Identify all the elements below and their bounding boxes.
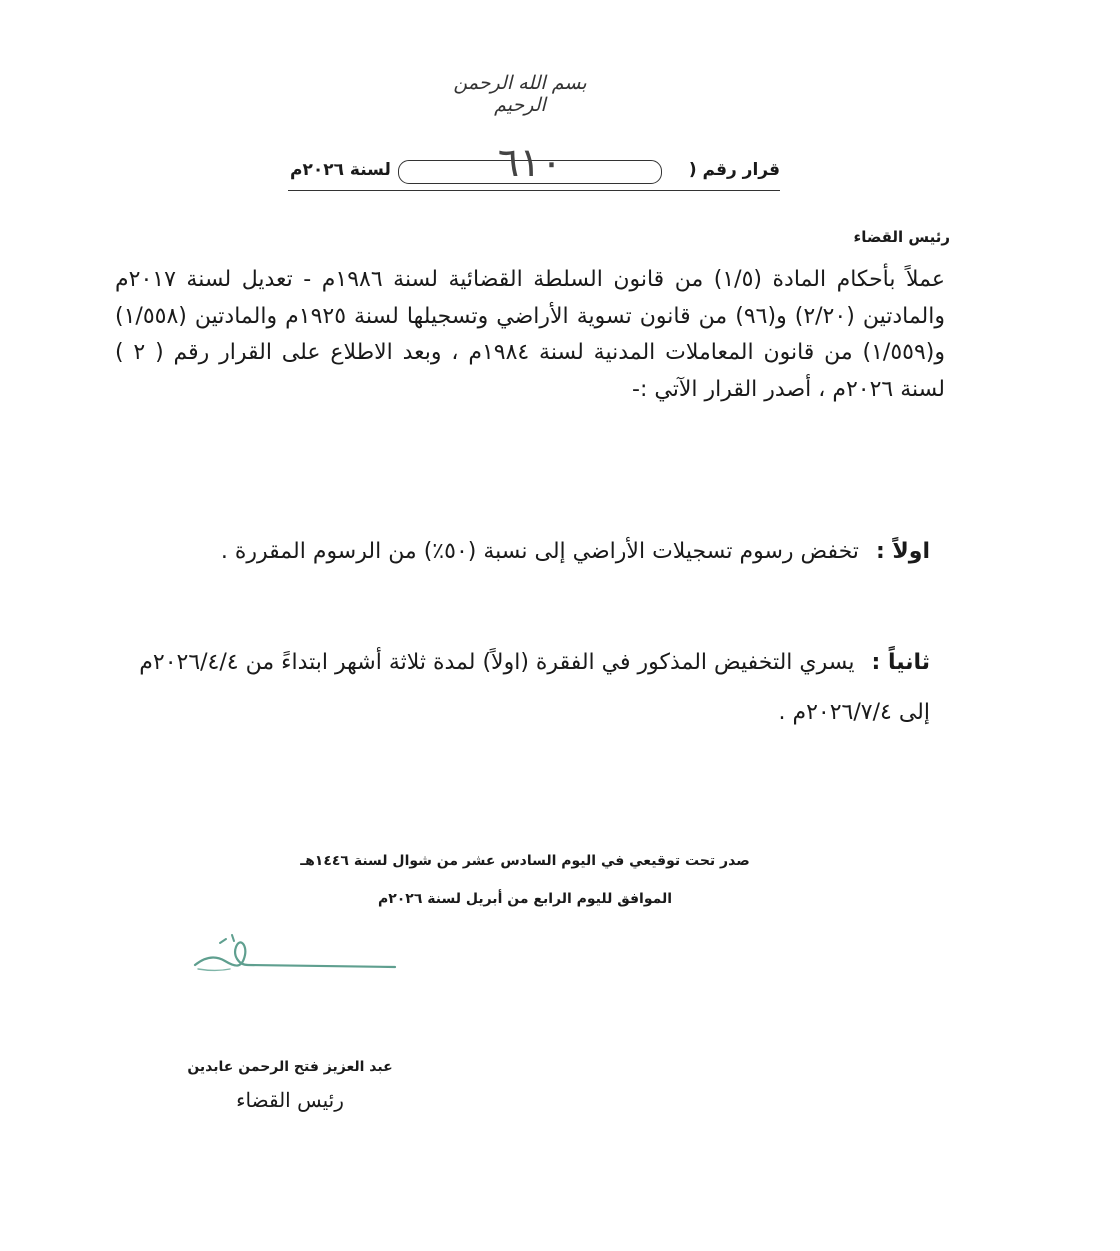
clause-second-head: ثانياً : (871, 650, 930, 675)
heading-underline (288, 190, 780, 191)
signer-title: رئيس القضاء (236, 1088, 344, 1112)
clause-second-text: يسري التخفيض المذكور في الفقرة (اولاً) لمدة ثلاثة أشهر ابتداءً من ٢٠٢٦/٤/٤م إلى ٢٠٢٦/٧/٤م . (139, 650, 930, 725)
issuance-date-hijri: صدر تحت توقيعي في اليوم السادس عشر من شوال لسنة ١٤٤٦هـ (300, 853, 750, 869)
preamble-paragraph: عملاً بأحكام المادة (١/٥) من قانون السلطة القضائية لسنة ١٩٨٦م - تعديل لسنة ٢٠١٧م والمادتين (٢/٢٠) و(٩٦) من قانون تسوية الأراضي وتسجيلها لسنة ١٩٢٥م والمادتين (١/٥٥٨) و(١/٥٥٩) من قانون المعاملات المدنية لسنة ١٩٨٤م ، وبعد الاطلاع على القرار رقم ( ٢ ) لسنة ٢٠٢٦م ، أصدر القرار الآتي :- (115, 267, 946, 402)
signer-block (170, 1052, 410, 1118)
handwritten-signature (190, 925, 400, 985)
clause-first-head: اولاً : (875, 539, 930, 564)
signer-name: عبد العزيز فتح الرحمن عابدين (187, 1059, 393, 1075)
issuance-footer (280, 842, 770, 918)
issuance-date-gregorian: الموافق لليوم الرابع من أبريل لسنة ٢٠٢٦م (377, 891, 673, 907)
basmala: بسم الله الرحمن الرحيم (453, 72, 587, 116)
decision-heading (280, 140, 780, 196)
clause-first-text: تخفض رسوم تسجيلات الأراضي إلى نسبة (٥٠٪) من الرسوم المقررة . (220, 539, 859, 564)
clause-second (110, 638, 930, 738)
decision-number: ٦١٠ (497, 140, 563, 186)
decision-label: قرار رقم ( (688, 160, 780, 180)
clause-first (110, 527, 930, 577)
addressee: رئيس القضاء (853, 228, 950, 246)
decision-year: لسنة ٢٠٢٦م (290, 160, 391, 180)
